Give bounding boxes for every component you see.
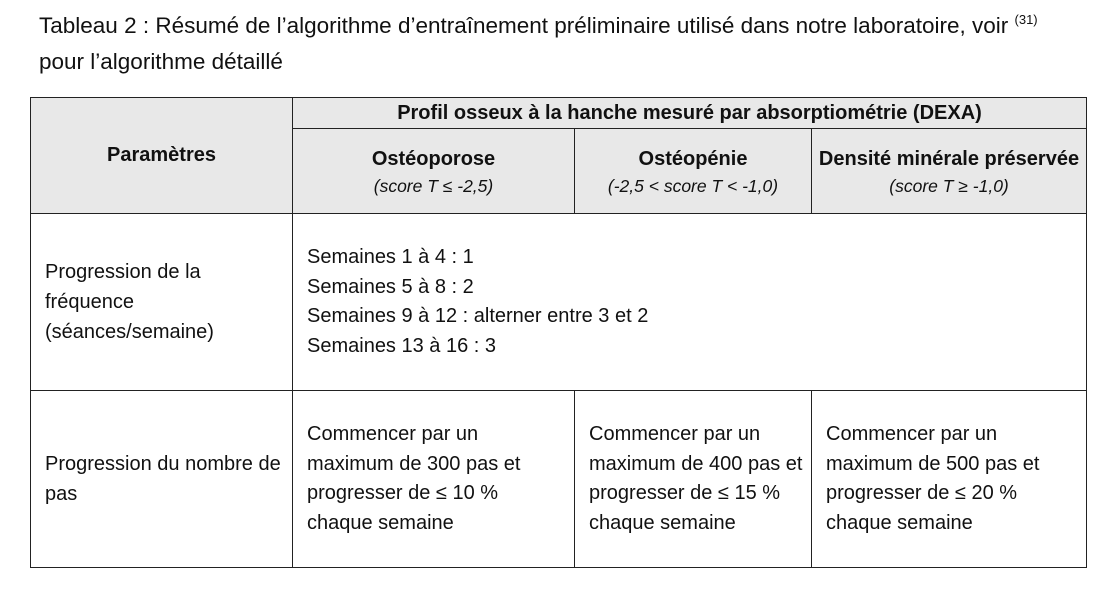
table-row [31, 391, 1087, 568]
table-caption [39, 8, 1079, 80]
week-line: Semaines 1 à 4 : 1 [307, 246, 474, 268]
column-header-osteoporose [293, 129, 575, 214]
steps-cell-osteoporose: Commencer par un maximum de 300 pas et progresser de ≤ 10 % chaque semaine [293, 391, 575, 568]
week-line: Semaines 13 à 16 : 3 [307, 334, 497, 357]
column-score: (score T ≤ -2,5) [373, 175, 494, 196]
frequency-cell [293, 214, 1087, 391]
column-score: (score T ≥ -1,0) [889, 175, 1009, 196]
parameters-header: Paramètres [31, 98, 293, 214]
week-line: Semaines 9 à 12 : alterner entre 3 et 2 [307, 305, 649, 327]
column-name: Densité minérale préservée [818, 147, 1080, 170]
bone-profile-header: Profil osseux à la hanche mesuré par absorptiométrie (DEXA) [293, 98, 1087, 129]
training-algorithm-table [30, 97, 1087, 568]
column-name: Ostéopénie [638, 147, 748, 170]
table-row [31, 214, 1087, 391]
column-name: Ostéoporose [371, 147, 496, 170]
row-label-frequency: Progression de la fréquence (séances/semaine) [31, 214, 293, 391]
caption-text: Tableau 2 : Résumé de l’algorithme d’entraînement préliminaire utilisé dans notre laboratoire, voir [39, 13, 1015, 38]
caption-reference: (31) [1014, 12, 1038, 27]
column-header-osteopenie [575, 129, 812, 214]
column-header-densite-preservee [812, 129, 1087, 214]
column-score: (-2,5 < score T < -1,0) [607, 175, 779, 196]
steps-cell-osteopenie: Commencer par un maximum de 400 pas et progresser de ≤ 15 % chaque semaine [575, 391, 812, 568]
caption-text-end: pour l’algorithme détaillé [39, 49, 283, 74]
row-label-steps: Progression du nombre de pas [31, 391, 293, 568]
steps-cell-densite-preservee: Commencer par un maximum de 500 pas et progresser de ≤ 20 % chaque semaine [812, 391, 1087, 568]
week-line: Semaines 5 à 8 : 2 [307, 275, 474, 298]
